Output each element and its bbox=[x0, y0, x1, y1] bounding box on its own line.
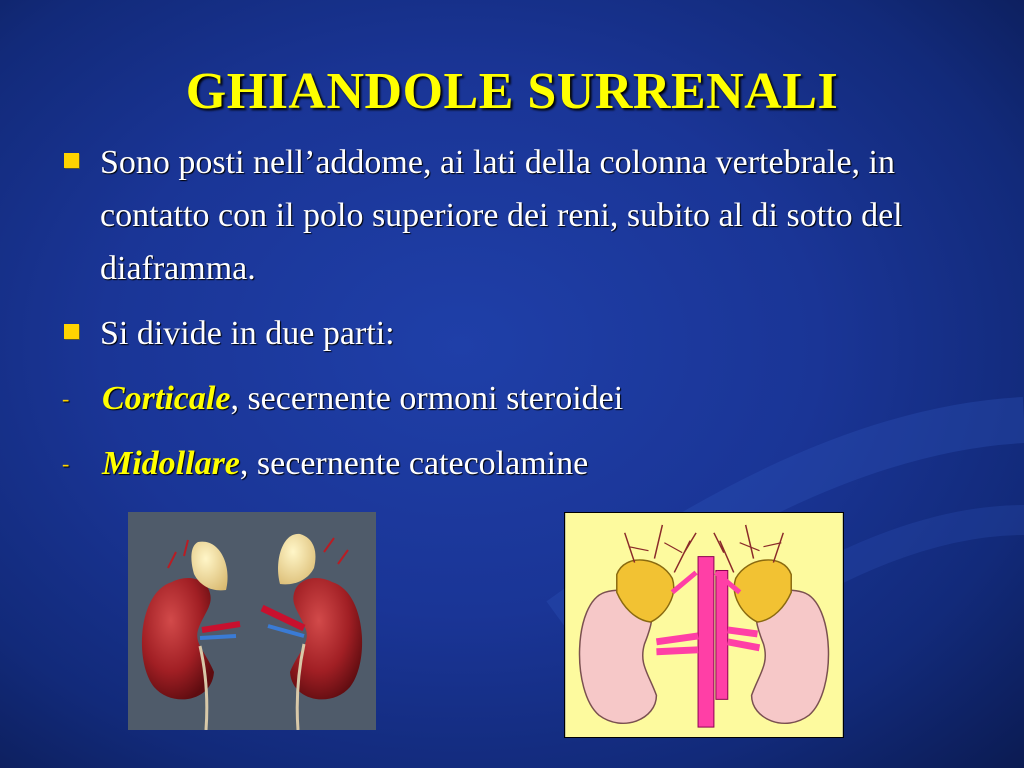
square-bullet-icon bbox=[64, 153, 79, 168]
dash-item-text: , secernente catecolamine bbox=[239, 445, 589, 482]
kidneys-3d-image bbox=[128, 512, 376, 730]
dash-marker: - bbox=[62, 451, 70, 476]
term-corticale: Corticale bbox=[102, 380, 231, 417]
dash-item bbox=[62, 372, 962, 425]
dash-item bbox=[62, 437, 962, 490]
square-bullet-icon bbox=[64, 324, 79, 339]
bullet-item bbox=[62, 136, 962, 295]
dash-marker: - bbox=[62, 386, 70, 411]
term-midollare: Midollare bbox=[102, 445, 240, 482]
bullet-list bbox=[62, 136, 962, 490]
bullet-text: Si divide in due parti: bbox=[100, 315, 395, 352]
bullet-text: Sono posti nell’addome, ai lati della colonna vertebrale, in contatto con il polo superiore dei reni, subito al di sotto del diaframma. bbox=[100, 144, 903, 287]
bullet-item bbox=[62, 307, 962, 360]
kidneys-diagram-image bbox=[564, 512, 844, 738]
slide-title: GHIANDOLE SURRENALI bbox=[185, 63, 839, 120]
dash-item-text: , secernente ormoni steroidei bbox=[230, 380, 624, 417]
